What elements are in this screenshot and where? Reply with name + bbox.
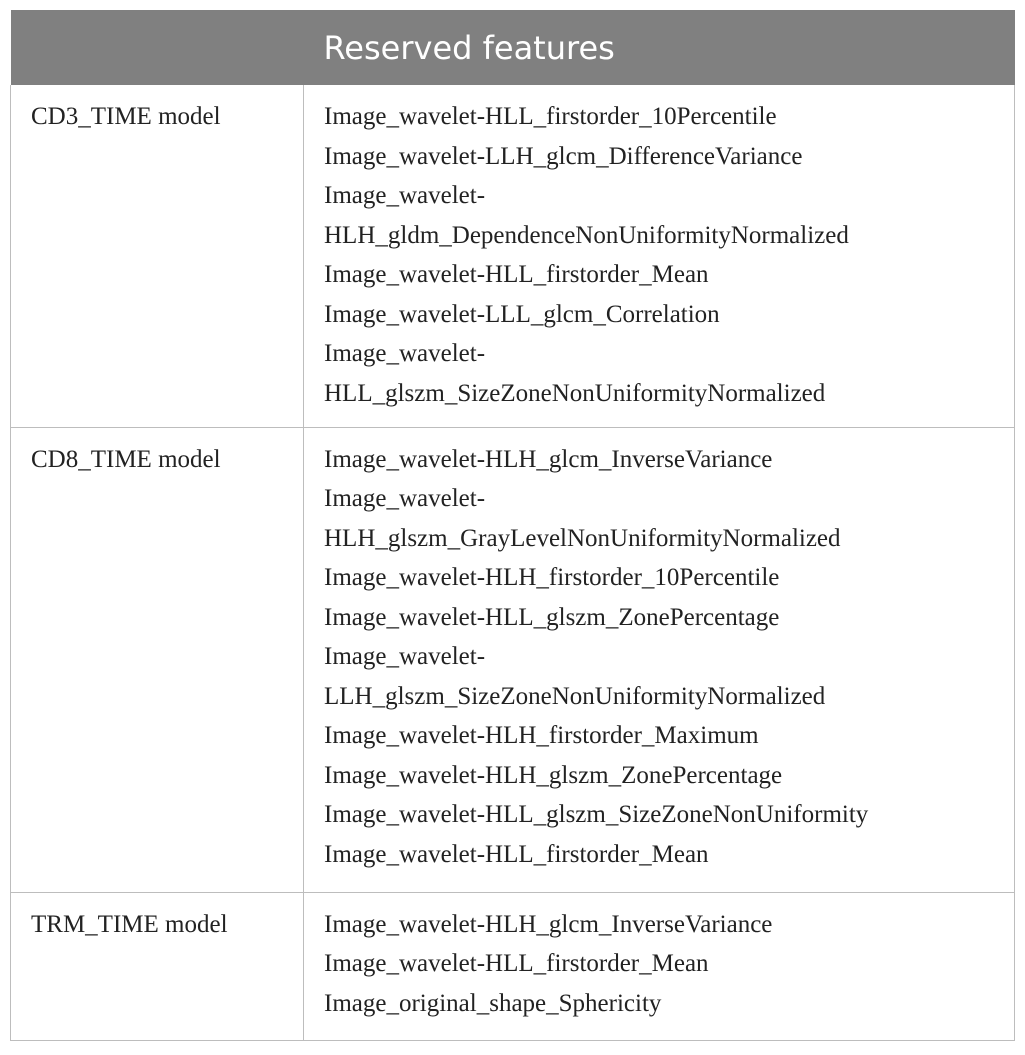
- feature-line: Image_original_shape_Sphericity: [324, 989, 662, 1017]
- model-cell-trm: TRM_TIME model: [11, 892, 304, 1040]
- model-cell-cd3: CD3_TIME model: [11, 85, 304, 427]
- feature-line: HLH_glszm_GrayLevelNonUniformityNormalized: [324, 524, 841, 552]
- features-cell-trm: [304, 892, 1015, 1040]
- feature-line: HLH_gldm_DependenceNonUniformityNormalized: [324, 221, 849, 249]
- table-row-cd8: [11, 427, 1015, 892]
- feature-line: Image_wavelet-: [324, 182, 486, 209]
- feature-line: Image_wavelet-HLL_firstorder_Mean: [324, 261, 709, 288]
- feature-line: Image_wavelet-LLL_glcm_Correlation: [324, 300, 720, 328]
- feature-line: Image_wavelet-HLL_glszm_ZonePercentage: [324, 603, 780, 631]
- table-row-trm: [11, 892, 1015, 1040]
- feature-line: Image_wavelet-HLH_glszm_ZonePercentage: [324, 761, 783, 789]
- feature-line: Image_wavelet-: [324, 643, 486, 670]
- feature-line: Image_wavelet-HLL_glszm_SizeZoneNonUniformity: [324, 801, 869, 828]
- feature-line: Image_wavelet-LLH_glcm_DifferenceVariance: [324, 142, 803, 170]
- header-features-column: Reserved features: [323, 28, 615, 67]
- features-cell-cd8: [304, 427, 1015, 892]
- features-cell-cd3: [304, 85, 1015, 427]
- feature-line: Image_wavelet-HLH_firstorder_Maximum: [324, 722, 759, 749]
- features-table: [10, 10, 1015, 1041]
- model-cell-cd8: CD8_TIME model: [11, 427, 304, 892]
- feature-line: HLL_glszm_SizeZoneNonUniformityNormalized: [324, 379, 826, 407]
- table-header-row: [11, 10, 1015, 85]
- feature-line: LLH_glszm_SizeZoneNonUniformityNormalized: [324, 682, 826, 710]
- feature-line: Image_wavelet-HLH_glcm_InverseVariance: [324, 910, 773, 938]
- feature-line: Image_wavelet-HLH_glcm_InverseVariance: [324, 445, 773, 473]
- header-model-column: [11, 10, 304, 85]
- feature-line: Image_wavelet-: [324, 485, 486, 512]
- feature-line: Image_wavelet-HLH_firstorder_10Percentile: [324, 564, 780, 591]
- table-row-cd3: [11, 85, 1015, 427]
- feature-line: Image_wavelet-HLL_firstorder_10Percentile: [324, 103, 777, 130]
- feature-line: Image_wavelet-: [324, 340, 486, 367]
- feature-line: Image_wavelet-HLL_firstorder_Mean: [324, 840, 709, 868]
- feature-line: Image_wavelet-HLL_firstorder_Mean: [324, 950, 709, 977]
